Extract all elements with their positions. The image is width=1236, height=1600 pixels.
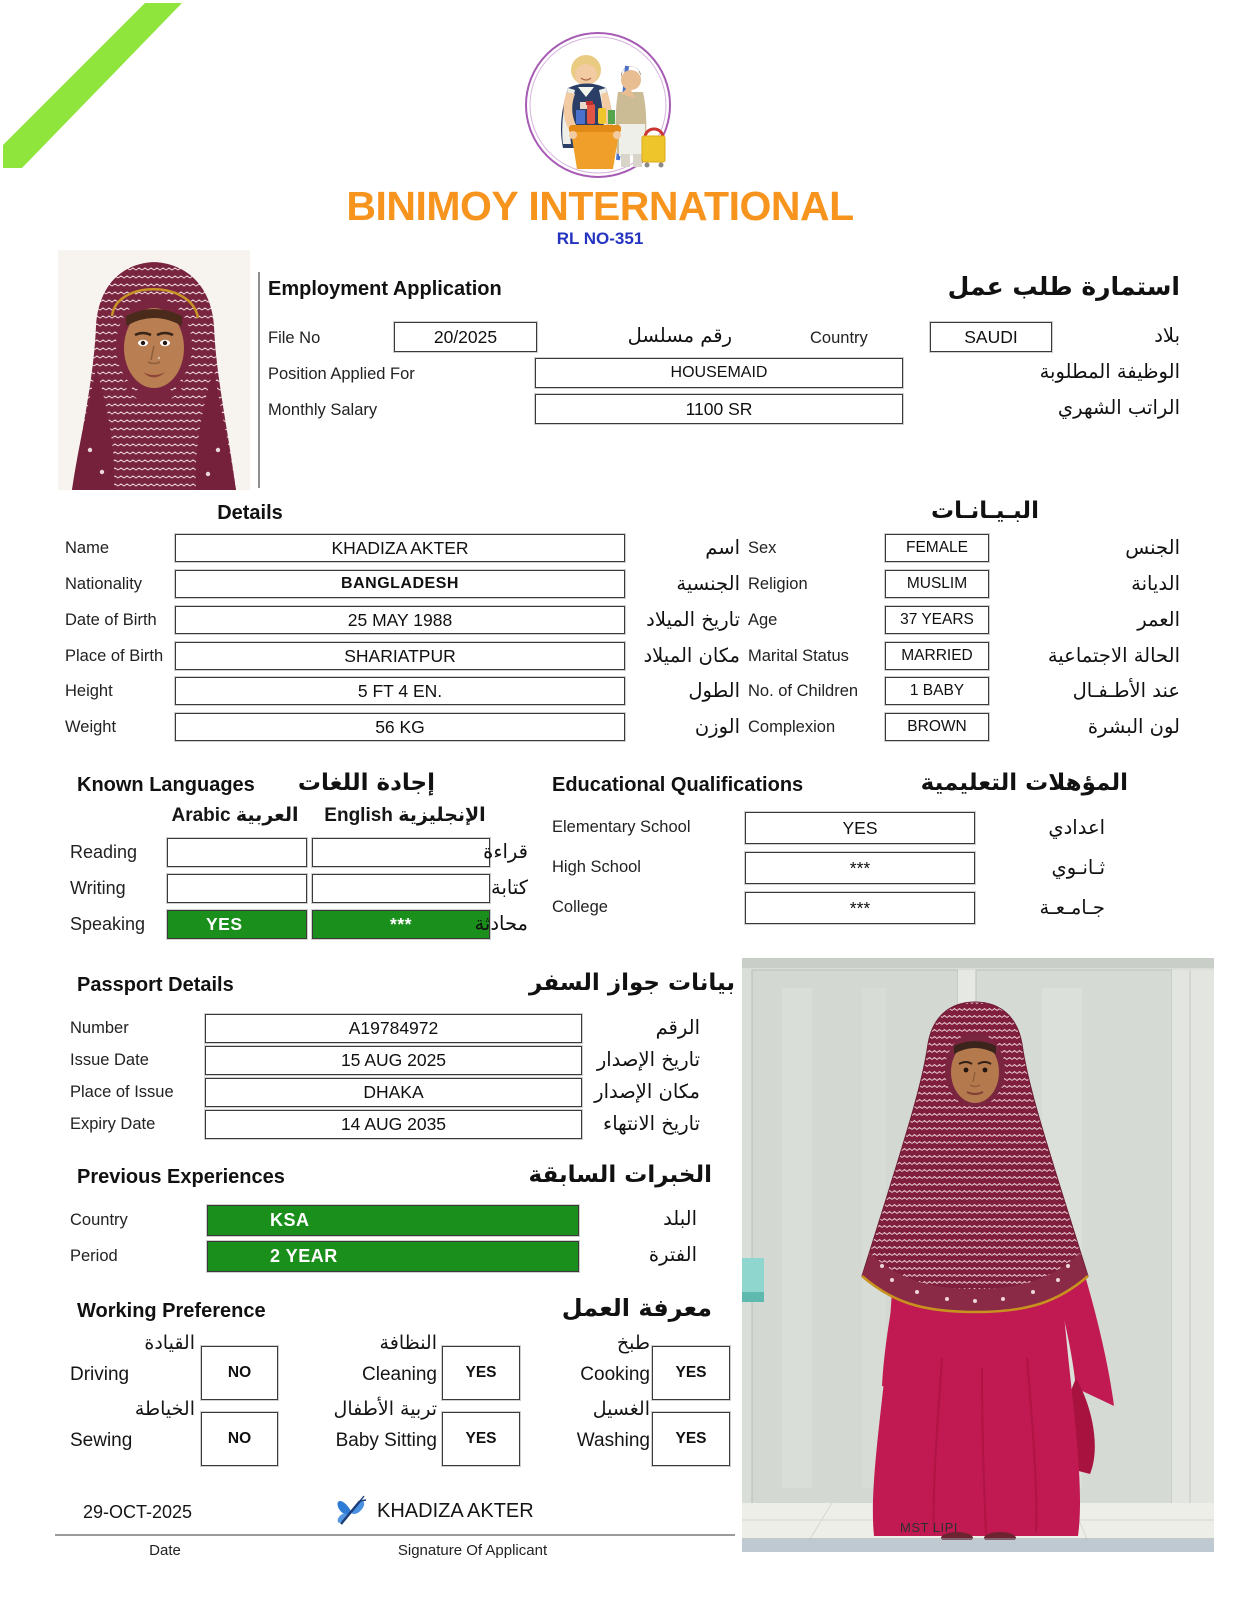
speaking-label: Speaking	[70, 914, 146, 934]
washing-field: YES	[652, 1412, 730, 1466]
applicant-fullbody-photo	[742, 958, 1214, 1552]
college-label: College	[552, 898, 608, 916]
languages-section	[65, 770, 535, 950]
age-field: 37 YEARS	[885, 606, 989, 634]
sewing-label-arabic: الخياطة	[134, 1398, 195, 1420]
country-label: Country	[810, 329, 868, 347]
experience-heading: Previous Experiences	[77, 1166, 285, 1188]
age-label: Age	[748, 611, 778, 629]
corner-stripe-decoration	[0, 0, 200, 185]
children-label-arabic: عند الأطـفـال	[1072, 679, 1180, 702]
passport-number-label-arabic: الرقم	[655, 1016, 700, 1039]
religion-field: MUSLIM	[885, 570, 989, 598]
writing-label-arabic: كتابة	[491, 876, 528, 899]
college-field: ***	[745, 892, 975, 924]
footer-divider-line	[55, 1534, 735, 1536]
experience-period-label-arabic: الفترة	[648, 1243, 697, 1266]
passport-number-label: Number	[70, 1019, 129, 1037]
children-field: 1 BABY	[885, 677, 989, 705]
religion-label: Religion	[748, 575, 808, 593]
salary-label: Monthly Salary	[268, 401, 378, 419]
driving-label-arabic: القيادة	[144, 1332, 195, 1354]
signature-value: KHADIZA AKTER	[377, 1500, 534, 1522]
speaking-label-arabic: محادثة	[474, 912, 528, 935]
elementary-school-label-arabic: اعدادي	[1048, 816, 1105, 839]
baby-sitting-field: YES	[442, 1412, 520, 1466]
marital-status-field: MARRIED	[885, 642, 989, 670]
washing-label: Washing	[576, 1430, 650, 1451]
expiry-date-label-arabic: تاريخ الانتهاء	[603, 1112, 700, 1135]
baby-sitting-labels	[287, 1394, 437, 1456]
languages-heading-arabic: إجادة اللغات	[297, 770, 435, 796]
languages-heading: Known Languages	[77, 774, 255, 796]
expiry-date-label: Expiry Date	[70, 1115, 156, 1133]
experience-period-field: 2 YEAR	[207, 1241, 579, 1272]
reading-arabic-field	[167, 838, 307, 867]
weight-label: Weight	[65, 718, 117, 736]
religion-label-arabic: الديانة	[1131, 572, 1180, 595]
nationality-label-arabic: الجنسية	[676, 572, 740, 595]
nationality-label: Nationality	[65, 575, 143, 593]
experience-period-label: Period	[70, 1247, 118, 1265]
sex-field: FEMALE	[885, 534, 989, 562]
expiry-date-field: 14 AUG 2035	[205, 1110, 582, 1139]
baby-sitting-label-arabic: تربية الأطفال	[333, 1398, 437, 1420]
application-section-heading-arabic: استمارة طلب عمل	[947, 272, 1180, 301]
date-of-birth-label: Date of Birth	[65, 611, 157, 629]
country-label-arabic: بلاد	[1154, 324, 1180, 347]
experience-country-label-arabic: البلد	[663, 1207, 697, 1230]
cleaning-crew-logo-icon	[523, 30, 673, 180]
name-label-arabic: اسم	[705, 536, 740, 559]
signature-mark-icon	[333, 1492, 369, 1530]
place-of-issue-label-arabic: مكان الإصدار	[594, 1080, 700, 1103]
driving-labels	[70, 1328, 195, 1390]
working-preference-heading-arabic: معرفة العمل	[561, 1294, 712, 1322]
file-no-label-arabic: رقم مسلسل	[627, 324, 732, 347]
passport-section	[65, 970, 735, 1150]
speaking-english-field: ***	[312, 910, 490, 939]
passport-heading-arabic: بيانات جواز السفر	[529, 970, 735, 996]
elementary-school-label: Elementary School	[552, 818, 691, 836]
file-no-label: File No	[268, 329, 321, 347]
license-number: RL NO-351	[556, 229, 644, 248]
position-field: HOUSEMAID	[535, 358, 903, 388]
marital-status-label: Marital Status	[748, 647, 849, 665]
experience-country-field: KSA	[207, 1205, 579, 1236]
nationality-field: BANGLADESH	[175, 570, 625, 598]
cooking-field: YES	[652, 1346, 730, 1400]
issue-date-field: 15 AUG 2025	[205, 1046, 582, 1075]
reading-label: Reading	[70, 842, 138, 862]
issue-date-label: Issue Date	[70, 1051, 149, 1069]
name-field: KHADIZA AKTER	[175, 534, 625, 562]
working-preference-section	[65, 1292, 735, 1482]
photo-caption: MST LIPI	[900, 1520, 958, 1535]
signature-label: Signature Of Applicant	[397, 1542, 548, 1559]
writing-label: Writing	[70, 878, 126, 898]
arabic-column-header: Arabic العربية	[171, 805, 299, 826]
name-label: Name	[65, 539, 110, 557]
file-no-field: 20/2025	[394, 322, 537, 352]
agency-logo	[523, 30, 673, 180]
reading-label-arabic: قراءة	[483, 840, 528, 863]
passport-heading: Passport Details	[77, 974, 234, 996]
cleaning-labels	[287, 1328, 437, 1390]
height-label: Height	[65, 682, 113, 700]
sewing-label: Sewing	[70, 1430, 133, 1451]
working-preference-heading: Working Preference	[77, 1300, 266, 1322]
driving-field: NO	[201, 1346, 278, 1400]
sewing-field: NO	[201, 1412, 278, 1466]
elementary-school-field: YES	[745, 812, 975, 844]
salary-field: 1100 SR	[535, 394, 903, 424]
application-section-heading: Employment Application	[268, 278, 502, 300]
footer-section	[55, 1492, 735, 1572]
cooking-label: Cooking	[580, 1364, 650, 1385]
cleaning-label: Cleaning	[362, 1364, 437, 1385]
education-section	[540, 770, 1128, 950]
children-label: No. of Children	[748, 682, 859, 700]
place-of-issue-field: DHAKA	[205, 1078, 582, 1107]
experience-section	[65, 1160, 735, 1285]
date-of-birth-field: 25 MAY 1988	[175, 606, 625, 634]
agency-name-title: BINIMOY INTERNATIONAL	[346, 183, 854, 229]
college-label-arabic: جـامـعـة	[1039, 896, 1105, 919]
applicant-portrait-photo	[58, 250, 250, 490]
details-section	[65, 498, 1180, 748]
marital-status-label-arabic: الحالة الاجتماعية	[1047, 644, 1180, 667]
section-divider-line	[258, 272, 260, 488]
education-heading-arabic: المؤهلات التعليمية	[920, 770, 1128, 796]
details-heading-arabic: البـيـانـات	[931, 498, 1039, 524]
writing-arabic-field	[167, 874, 307, 903]
position-label: Position Applied For	[268, 365, 415, 383]
date-value: 29-OCT-2025	[83, 1502, 193, 1522]
weight-field: 56 KG	[175, 713, 625, 741]
washing-label-arabic: الغسيل	[592, 1398, 650, 1420]
high-school-field: ***	[745, 852, 975, 884]
details-heading: Details	[217, 502, 283, 524]
height-field: 5 FT 4 EN.	[175, 677, 625, 705]
complexion-label: Complexion	[748, 718, 836, 736]
place-of-issue-label: Place of Issue	[70, 1083, 174, 1101]
cooking-labels	[520, 1328, 650, 1390]
complexion-label-arabic: لون البشرة	[1087, 715, 1180, 738]
sex-label-arabic: الجنس	[1125, 536, 1180, 559]
position-label-arabic: الوظيفة المطلوبة	[1039, 360, 1180, 383]
experience-heading-arabic: الخبرات السابقة	[528, 1162, 712, 1188]
date-label: Date	[149, 1542, 181, 1559]
age-label-arabic: العمر	[1137, 608, 1180, 631]
place-of-birth-label-arabic: مكان الميلاد	[643, 644, 740, 667]
high-school-label-arabic: ثـانـوي	[1051, 856, 1105, 879]
baby-sitting-label: Baby Sitting	[335, 1430, 437, 1451]
passport-number-field: A19784972	[205, 1014, 582, 1043]
washing-labels	[520, 1394, 650, 1456]
driving-label: Driving	[70, 1364, 130, 1385]
high-school-label: High School	[552, 858, 641, 876]
education-heading: Educational Qualifications	[552, 774, 804, 796]
cleaning-field: YES	[442, 1346, 520, 1400]
country-field: SAUDI	[930, 322, 1052, 352]
english-column-header: English الإنجليزية	[324, 805, 486, 826]
experience-country-label: Country	[70, 1211, 128, 1229]
complexion-field: BROWN	[885, 713, 989, 741]
salary-label-arabic: الراتب الشهري	[1057, 396, 1180, 419]
sewing-labels	[70, 1394, 195, 1456]
date-of-birth-label-arabic: تاريخ الميلاد	[646, 608, 740, 631]
sex-label: Sex	[748, 539, 777, 557]
cooking-label-arabic: طبخ	[616, 1332, 650, 1354]
issue-date-label-arabic: تاريخ الإصدار	[596, 1048, 700, 1071]
cleaning-label-arabic: النظافة	[379, 1332, 437, 1354]
place-of-birth-label: Place of Birth	[65, 647, 164, 665]
weight-label-arabic: الوزن	[694, 715, 740, 738]
place-of-birth-field: SHARIATPUR	[175, 642, 625, 670]
height-label-arabic: الطول	[688, 679, 740, 702]
employment-application-section	[262, 272, 1180, 437]
speaking-arabic-field: YES	[167, 910, 307, 939]
